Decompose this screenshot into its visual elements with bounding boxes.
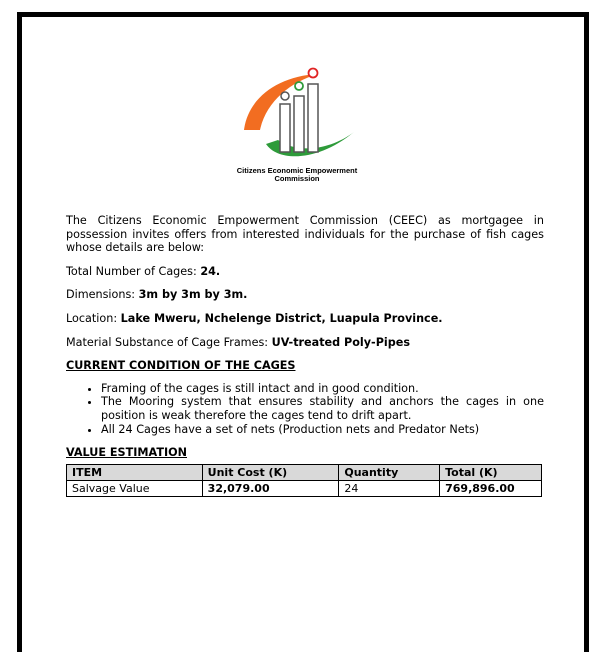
table-header-row: [67, 464, 542, 480]
field-dimensions: [66, 288, 544, 302]
value-estimation-table: [66, 464, 542, 497]
field-value: 3m by 3m by 3m.: [138, 288, 248, 302]
table-header-cell: Quantity: [339, 464, 440, 480]
condition-heading: CURRENT CONDITION OF THE CAGES: [66, 359, 296, 373]
table-header-cell: Unit Cost (K): [202, 464, 339, 480]
document-body: [66, 214, 544, 497]
value-heading: VALUE ESTIMATION: [66, 446, 187, 460]
table-cell: 769,896.00: [440, 480, 542, 496]
table-header-cell: Total (K): [440, 464, 542, 480]
logo-pillar-2: [294, 96, 304, 152]
field-value: UV-treated Poly-Pipes: [271, 335, 410, 349]
table-row: [67, 480, 542, 496]
table-header-cell: ITEM: [67, 464, 203, 480]
table-cell: 32,079.00: [202, 480, 339, 496]
field-value: Lake Mweru, Nchelenge District, Luapula Province.: [120, 311, 443, 325]
condition-item: • Framing of the cages is still intact and in good condition.: [101, 382, 544, 396]
condition-item: • All 24 Cages have a set of nets (Production nets and Predator Nets): [101, 423, 544, 437]
field-material: [66, 336, 544, 350]
intro-paragraph: The Citizens Economic Empowerment Commission (CEEC) as mortgagee in possession invites offers from interested individuals for the purchase of fish cages whose details are below:: [66, 214, 544, 255]
field-total-cages: [66, 265, 544, 279]
table-cell: Salvage Value: [67, 480, 203, 496]
field-value: 24.: [200, 264, 221, 278]
logo-dot-green: [295, 82, 303, 90]
logo-pillar-1: [280, 104, 290, 152]
field-label: Dimensions:: [66, 288, 136, 302]
logo-dot-gray: [281, 92, 289, 100]
logo-dot-red: [309, 69, 318, 78]
condition-item: • The Mooring system that ensures stability and anchors the cages in one position is weak therefore the cages tend to drift apart.: [101, 395, 544, 422]
field-location: [66, 312, 544, 326]
table-cell: 24: [339, 480, 440, 496]
logo-pillar-3: [308, 84, 318, 152]
field-label: Location:: [66, 311, 118, 325]
condition-list: [66, 382, 544, 436]
ceec-logo: [238, 58, 358, 168]
field-label: Total Number of Cages:: [66, 264, 197, 278]
logo-caption: Citizens Economic Empowerment Commission: [236, 166, 358, 183]
field-label: Material Substance of Cage Frames:: [66, 335, 269, 349]
